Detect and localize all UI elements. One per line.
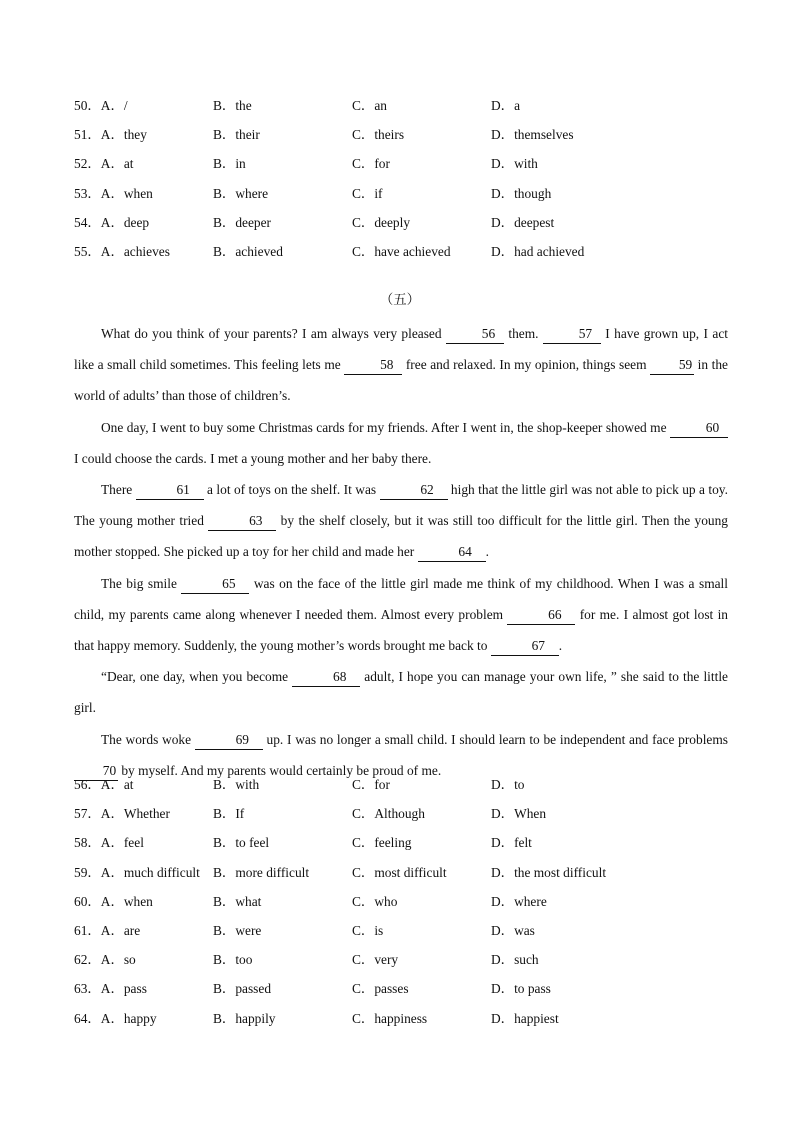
option-b: B．in bbox=[213, 156, 246, 172]
option-d: D．though bbox=[491, 185, 552, 201]
option-d: D．had achieved bbox=[491, 243, 585, 259]
option-d: D．felt bbox=[491, 835, 532, 851]
blank-60[interactable]: 60 bbox=[670, 419, 728, 438]
option-d: D．deepest bbox=[491, 214, 555, 230]
option-c: C．an bbox=[352, 98, 387, 113]
option-c: C．very bbox=[352, 952, 399, 968]
paragraph-5: “Dear, one day, when you become 68 adult, I hope you can manage your own life, ” she said to the little girl. bbox=[74, 669, 728, 716]
paragraph-2: One day, I went to buy some Christmas cards for my friends. After I went in, the shop-keeper showed me 60 I could choose the cards. I met a young mother and her baby there. bbox=[74, 412, 728, 474]
option-b: B．more difficult bbox=[213, 864, 310, 880]
option-d: D．a bbox=[491, 98, 521, 113]
option-c: C．theirs bbox=[352, 127, 405, 143]
cloze-passage bbox=[74, 318, 728, 786]
option-row-59 bbox=[74, 863, 754, 892]
options-group-50-55 bbox=[74, 96, 754, 271]
blank-67[interactable]: 67 bbox=[491, 637, 559, 656]
option-a: 59．A．much difficult bbox=[74, 864, 200, 880]
option-b: B．passed bbox=[213, 981, 272, 997]
option-d: D．to bbox=[491, 777, 525, 792]
option-row-62 bbox=[74, 950, 754, 979]
option-d: D．with bbox=[491, 156, 538, 172]
option-b: B．too bbox=[213, 952, 253, 968]
option-c: C．passes bbox=[352, 981, 409, 997]
section-title: （五） bbox=[379, 292, 421, 307]
option-b: B．their bbox=[213, 127, 260, 143]
blank-65[interactable]: 65 bbox=[181, 575, 249, 594]
option-c: C．for bbox=[352, 777, 390, 792]
option-d: D．such bbox=[491, 952, 539, 968]
option-b: B．were bbox=[213, 922, 262, 938]
option-c: C．most difficult bbox=[352, 864, 447, 880]
option-row-55 bbox=[74, 242, 754, 271]
blank-62[interactable]: 62 bbox=[380, 481, 448, 500]
option-b: B．with bbox=[213, 777, 260, 792]
option-d: D．where bbox=[491, 893, 547, 909]
option-d: D．the most difficult bbox=[491, 864, 607, 880]
option-d: D．happiest bbox=[491, 1010, 559, 1026]
option-row-52 bbox=[74, 154, 754, 183]
blank-58[interactable]: 58 bbox=[344, 356, 402, 375]
blank-69[interactable]: 69 bbox=[195, 731, 263, 750]
option-a: 55．A．achieves bbox=[74, 243, 170, 259]
blank-63[interactable]: 63 bbox=[208, 512, 276, 531]
option-c: C．feeling bbox=[352, 835, 412, 851]
paragraph-3: There 61 a lot of toys on the shelf. It was 62 high that the little girl was not able to pick up a toy. The young mother tried 63 by the shelf closely, but it was still too difficult for the little girl. Then the young mother stopped. She picked up a toy for her child and made her 64 . bbox=[74, 474, 728, 568]
blank-68[interactable]: 68 bbox=[292, 668, 360, 687]
option-row-58 bbox=[74, 833, 754, 862]
option-b: B．deeper bbox=[213, 214, 272, 230]
option-a: 53．A．when bbox=[74, 185, 153, 201]
option-c: C．Although bbox=[352, 806, 425, 822]
option-c: C．have achieved bbox=[352, 243, 451, 259]
option-c: C．who bbox=[352, 893, 398, 909]
paragraph-4: The big smile 65 was on the face of the little girl made me think of my childhood. When I was a small child, my parents came along whenever I needed them. Almost every problem 66 for me. I almost got lost in that happy memory. Suddenly, the young mother’s words brought me back to 67 . bbox=[74, 568, 728, 662]
option-b: B．what bbox=[213, 893, 262, 909]
option-row-63 bbox=[74, 979, 754, 1008]
options-group-56-64 bbox=[74, 775, 754, 1038]
blank-56[interactable]: 56 bbox=[446, 325, 504, 344]
option-d: D．When bbox=[491, 806, 547, 822]
option-a: 51．A．they bbox=[74, 127, 147, 143]
option-d: D．was bbox=[491, 922, 535, 938]
option-a: 61．A．are bbox=[74, 922, 141, 938]
option-row-53 bbox=[74, 184, 754, 213]
option-b: B．where bbox=[213, 185, 269, 201]
paragraph-6: The words woke 69 up. I was no longer a small child. I should learn to be independent and face problems 70 by myself. And my parents would certainly be proud of me. bbox=[74, 724, 728, 786]
blank-59[interactable]: 59 bbox=[650, 356, 694, 375]
option-d: D．themselves bbox=[491, 127, 574, 143]
option-a: 50．A．/ bbox=[74, 98, 128, 113]
option-c: C．for bbox=[352, 156, 390, 172]
option-c: C．deeply bbox=[352, 214, 411, 230]
option-b: B．If bbox=[213, 806, 245, 822]
blank-57[interactable]: 57 bbox=[543, 325, 601, 344]
option-a: 62．A．so bbox=[74, 952, 136, 968]
option-row-51 bbox=[74, 125, 754, 154]
option-b: B．the bbox=[213, 98, 252, 113]
option-c: C．is bbox=[352, 922, 384, 938]
blank-61[interactable]: 61 bbox=[136, 481, 204, 500]
option-a: 58．A．feel bbox=[74, 835, 144, 851]
option-c: C．happiness bbox=[352, 1010, 428, 1026]
option-a: 60．A．when bbox=[74, 893, 153, 909]
option-a: 52．A．at bbox=[74, 156, 134, 172]
option-row-61 bbox=[74, 921, 754, 950]
option-row-56 bbox=[74, 775, 754, 804]
option-b: B．achieved bbox=[213, 243, 283, 259]
paragraph-1: What do you think of your parents? I am always very pleased 56 them. 57 I have grown up, I act like a small child sometimes. This feeling lets me 58 free and relaxed. In my opinion, things seem 59 in the world of adults’ than those of children’s. bbox=[74, 326, 729, 404]
option-b: B．to feel bbox=[213, 835, 270, 851]
blank-70[interactable]: 70 bbox=[74, 762, 118, 781]
option-a: 57．A．Whether bbox=[74, 806, 170, 822]
option-row-50 bbox=[74, 96, 754, 125]
blank-66[interactable]: 66 bbox=[507, 606, 575, 625]
option-a: 64．A．happy bbox=[74, 1010, 157, 1026]
option-row-57 bbox=[74, 804, 754, 833]
option-a: 63．A．pass bbox=[74, 981, 147, 997]
blank-64[interactable]: 64 bbox=[418, 543, 486, 562]
option-row-54 bbox=[74, 213, 754, 242]
option-row-60 bbox=[74, 892, 754, 921]
option-b: B．happily bbox=[213, 1010, 276, 1026]
option-a: 56．A．at bbox=[74, 777, 134, 792]
option-row-64 bbox=[74, 1009, 754, 1038]
option-a: 54．A．deep bbox=[74, 214, 150, 230]
option-d: D．to pass bbox=[491, 981, 551, 997]
option-c: C．if bbox=[352, 185, 383, 201]
